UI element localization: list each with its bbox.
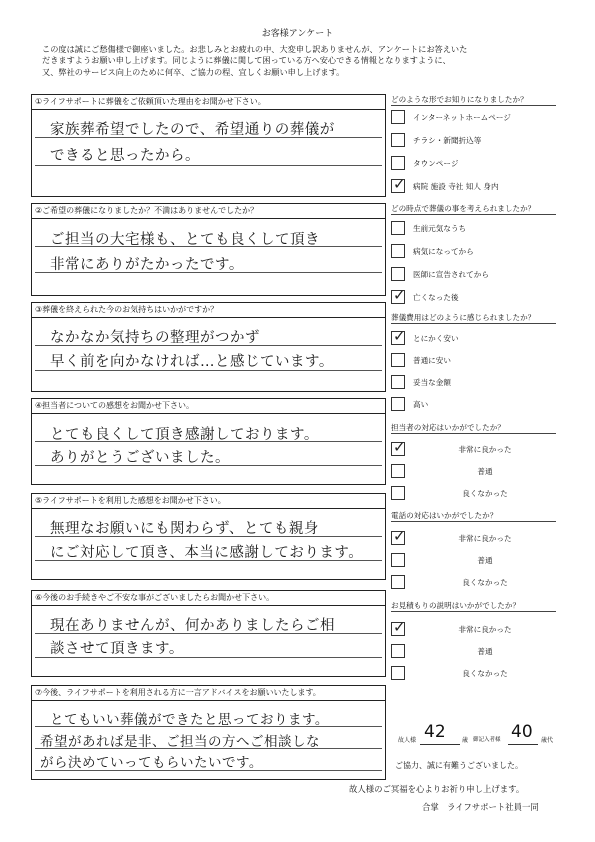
checkbox[interactable] [391, 644, 405, 658]
option-label: 非常に良かった [458, 445, 512, 454]
option-label: 普通 [477, 556, 493, 565]
survey-6-label: お見積もりの説明はいかがでしたか？ [391, 601, 521, 610]
survey-3-label: 葬儀費用はどのように感じられましたか？ [391, 313, 536, 322]
question-5-answer-line[interactable]: にご対応して頂き、本当に感謝しております。 [50, 545, 364, 561]
intro-line: だきますようお願い申し上げます。同じように葬儀に関して困っている方へ安心できる情報となりますように、 [42, 55, 451, 66]
option-label: 病気になってから [413, 247, 474, 256]
question-3-answer-line[interactable]: 早く前を向かなければ…と感じています。 [50, 354, 334, 370]
question-6-answer-line[interactable]: 現在ありませんが、何かありましたらご相 [50, 618, 335, 634]
question-5-label: ⑤ライフサポートを利用した感想をお聞かせ下さい。 [32, 494, 385, 509]
question-2-label: ②ご希望の葬儀になりましたか？不満はありませんでしたか？ [32, 204, 385, 219]
question-3-label: ③葬儀を終えられた今のお気持ちはいかがですか？ [32, 303, 385, 318]
question-4-answer-line[interactable]: とても良くして頂き感謝しております。 [50, 427, 319, 443]
question-5-answer-line[interactable]: 無理なお願いにも関わらず、とても親身 [50, 521, 319, 537]
question-5-box [31, 493, 386, 580]
checkbox-checked[interactable] [391, 179, 405, 193]
deceased-age-value[interactable]: 42 [424, 722, 446, 742]
question-1-answer-line[interactable]: できると思ったから。 [50, 148, 200, 164]
writer-age-value[interactable]: 40 [511, 722, 533, 742]
survey-2-label: どの時点で葬儀の事を考えられましたか？ [391, 204, 536, 213]
option-label: 高い [413, 400, 429, 409]
question-2-box [31, 203, 386, 296]
question-6-label: ⑥今後のお手続きやご不安な事がございましたらお聞かせ下さい。 [32, 591, 385, 606]
intro-line: この度は誠にご愁傷様で御座いました。お悲しみとお疲れの中、大変申し訳ありませんが、アンケートにお答えいた [42, 44, 468, 54]
page-title: お客様アンケート [261, 29, 334, 39]
option-label: 生前元気なうち [413, 224, 467, 233]
survey-1-label: どのような形でお知りになりましたか？ [391, 95, 528, 104]
checkbox[interactable] [391, 553, 405, 567]
option-label: とにかく安い [413, 334, 459, 343]
option-label: 良くなかった [462, 489, 508, 498]
question-4-box [31, 398, 386, 485]
question-1-label: ①ライフサポートに葬儀をご依頼頂いた理由をお聞かせ下さい。 [32, 95, 385, 110]
question-6-box [31, 590, 386, 677]
checkbox-checked[interactable] [391, 622, 405, 636]
checkbox[interactable] [391, 133, 405, 147]
question-4-answer-line[interactable]: ありがとうございました。 [50, 450, 230, 466]
checkbox[interactable] [391, 486, 405, 500]
thanks-text: ご協力、誠に有難うございました。 [395, 761, 523, 770]
checkbox-checked[interactable] [391, 290, 405, 304]
signature-text: 合掌 ライフサポート社員一同 [422, 802, 539, 812]
checkbox[interactable] [391, 110, 405, 124]
option-label: インターネットホームページ [413, 113, 511, 122]
option-label: 亡くなった後 [413, 293, 459, 302]
question-7-answer-line[interactable]: 希望があれば是非、ご担当の方へご相談しな [40, 734, 320, 750]
checkbox[interactable] [391, 353, 405, 367]
question-6-answer-line[interactable]: 談させて頂きます。 [50, 641, 184, 657]
option-label: 病院 施設 寺社 知人 身内 [413, 182, 499, 191]
option-label: 良くなかった [462, 669, 508, 678]
option-label: 非常に良かった [458, 625, 512, 634]
writer-age-unit: 歳代 [541, 737, 554, 744]
option-label: 良くなかった [462, 578, 508, 587]
option-label: チラシ・新聞折込等 [413, 136, 482, 145]
question-1-box [31, 94, 386, 197]
checkbox[interactable] [391, 267, 405, 281]
deceased-age-label: 故人様 [398, 737, 417, 744]
checkbox[interactable] [391, 397, 405, 411]
question-2-answer-line[interactable]: ご担当の大宅様も、とても良くして頂き [50, 232, 320, 248]
checkbox-checked[interactable] [391, 531, 405, 545]
checkbox[interactable] [391, 666, 405, 680]
checkbox[interactable] [391, 221, 405, 235]
intro-text [42, 44, 562, 78]
option-label: タウンページ [413, 159, 459, 168]
option-label: 普通に安い [413, 356, 451, 365]
question-2-answer-line[interactable]: 非常にありがたかったです。 [50, 257, 244, 273]
checkbox-checked[interactable] [391, 331, 405, 345]
option-label: 非常に良かった [458, 534, 512, 543]
survey-5-label: 電話の対応はいかがでしたか？ [391, 511, 498, 520]
checkbox-checked[interactable] [391, 442, 405, 456]
deceased-age-unit: 歳 [462, 737, 469, 744]
option-label: 普通 [477, 647, 493, 656]
question-3-answer-line[interactable]: なかなか気持ちの整理がつかず [50, 330, 260, 346]
question-7-label: ⑦今後、ライフサポートを利用される方に一言アドバイスをお願いいたします。 [32, 686, 385, 701]
survey-4-label: 担当者の対応はいかがでしたか？ [391, 423, 505, 432]
checkbox[interactable] [391, 156, 405, 170]
writer-age-label: 御記入者様 [473, 737, 501, 743]
question-3-box [31, 302, 386, 392]
condolence-text: 故人様のご冥福を心よりお祈り申し上げます。 [349, 784, 525, 794]
option-label: 妥当な金額 [413, 378, 451, 387]
checkbox[interactable] [391, 575, 405, 589]
question-7-box [31, 685, 386, 780]
question-1-answer-line[interactable]: 家族葬希望でしたので、希望通りの葬儀が [50, 122, 335, 138]
checkbox[interactable] [391, 464, 405, 478]
option-label: 普通 [477, 467, 493, 476]
intro-line: 又、弊社のサービス向上のために何卒、ご協力の程、宜しくお願い申し上げます。 [42, 66, 345, 77]
checkbox[interactable] [391, 375, 405, 389]
checkbox[interactable] [391, 244, 405, 258]
question-7-answer-line[interactable]: がら決めていってもらいたいです。 [40, 755, 263, 771]
question-4-label: ④担当者についての感想をお聞かせ下さい。 [32, 399, 385, 414]
option-label: 医師に宣告されてから [413, 270, 489, 279]
question-7-answer-line[interactable]: とてもいい葬儀ができたと思っております。 [50, 712, 329, 728]
